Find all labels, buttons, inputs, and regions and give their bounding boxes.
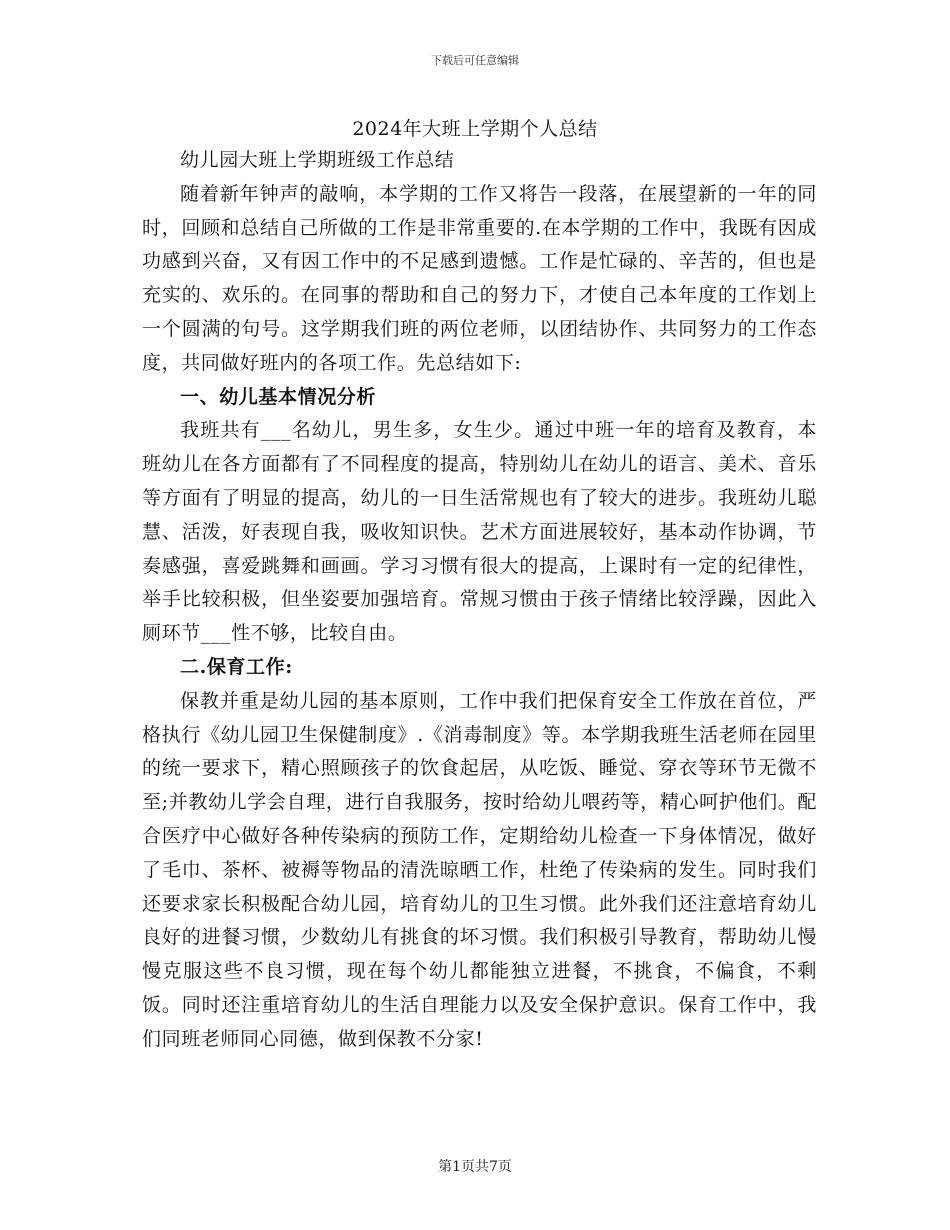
- document-body: [142, 144, 817, 1057]
- section-heading-care-work: 二.保育工作:: [180, 655, 293, 678]
- section-paragraph-care-work: 保教并重是幼儿园的基本原则，工作中我们把保育安全工作放在首位，严格执行《幼儿园卫生保健制度》.《消毒制度》等。本学期我班生活老师在园里的统一要求下，精心照顾孩子的饮食起居，从吃饭、睡觉、穿衣等环节无微不至;并教幼儿学会自理，进行自我服务，按时给幼儿喂药等，精心呵护他们。配合医疗中心做好各种传染病的预防工作，定期给幼儿检查一下身体情况，做好了毛巾、茶杯、被褥等物品的清洗晾晒工作，杜绝了传染病的发生。同时我们还要求家长积极配合幼儿园，培育幼儿的卫生习惯。此外我们还注意培育幼儿良好的进餐习惯，少数幼儿有挑食的坏习惯。我们积极引导教育，帮助幼儿慢慢克服这些不良习惯，现在每个幼儿都能独立进餐，不挑食，不偏食，不剩饭。同时还注重培育幼儿的生活自理能力以及安全保护意识。保育工作中，我们同班老师同心同德，做到保教不分家!: [142, 689, 817, 1050]
- section-paragraph-basic-situation: 我班共有___名幼儿，男生多，女生少。通过中班一年的培育及教育，本班幼儿在各方面都有了不同程度的提高，特别幼儿在幼儿的语言、美术、音乐等方面有了明显的提高，幼儿的一日生活常规也有了较大的进步。我班幼儿聪慧、活泼，好表现自我，吸收知识快。艺术方面进展较好，基本动作协调，节奏感强，喜爱跳舞和画画。学习习惯有很大的提高，上课时有一定的纪律性，举手比较积极，但坐姿要加强培育。常规习惯由于孩子情绪比较浮躁，因此入厕环节___性不够，比较自由。: [142, 419, 817, 645]
- intro-paragraph: 随着新年钟声的敲响，本学期的工作又将告一段落，在展望新的一年的同时，回顾和总结自己所做的工作是非常重要的.在本学期的工作中，我既有因成功感到兴奋，又有因工作中的不足感到遗憾。工作是忙碌的、辛苦的，但也是充实的、欢乐的。在同事的帮助和自己的努力下，才使自己本年度的工作划上一个圆满的句号。这学期我们班的两位老师，以团结协作、共同努力的工作态度，共同做好班内的各项工作。先总结如下:: [142, 182, 817, 374]
- section-heading-basic-situation: 一、幼儿基本情况分析: [180, 385, 377, 408]
- header-note: 下载后可任意编辑: [431, 54, 519, 67]
- document-title: 2024年大班上学期个人总结: [352, 118, 598, 140]
- document-subtitle: 幼儿园大班上学期班级工作总结: [180, 149, 455, 171]
- page-footer: 第1页共7页: [438, 1159, 512, 1175]
